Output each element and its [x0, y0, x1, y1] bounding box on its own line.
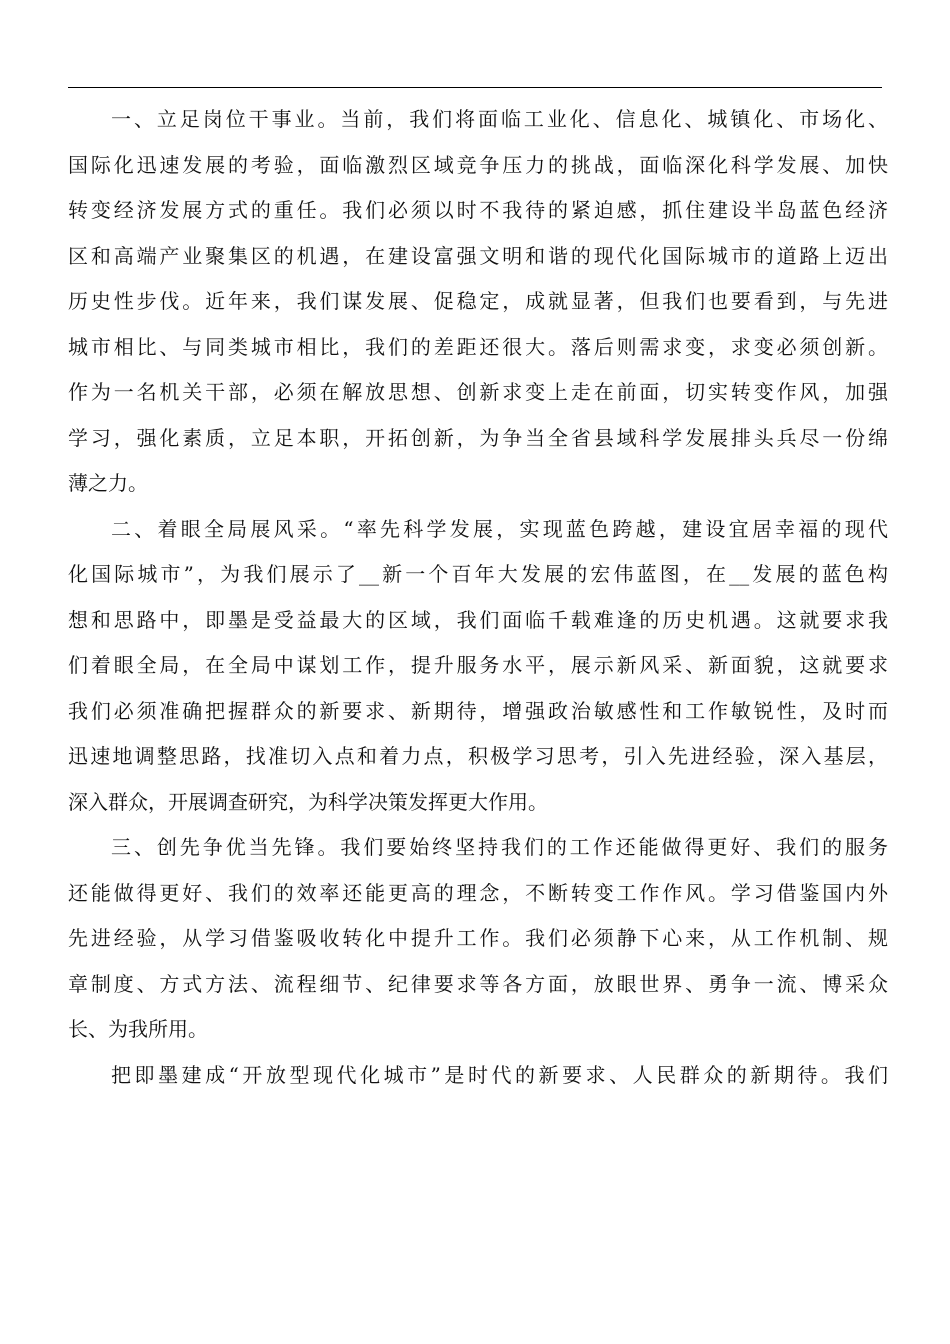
- paragraph-line: 还能做得更好、我们的效率还能更高的理念，不断转变工作作风。学习借鉴国内外: [68, 880, 888, 905]
- paragraph-line: 章制度、方式方法、流程细节、纪律要求等各方面，放眼世界、勇争一流、博采众: [68, 971, 888, 996]
- paragraph-line: 先进经验，从学习借鉴吸收转化中提升工作。我们必须静下心来，从工作机制、规: [68, 926, 888, 950]
- paragraph-line: 三、创先争优当先锋。我们要始终坚持我们的工作还能做得更好、我们的服务: [111, 835, 888, 859]
- paragraph-line: 作为一名机关干部，必须在解放思想、创新求变上走在前面，切实转变作风，加强: [68, 380, 888, 404]
- header-rule: [68, 87, 882, 88]
- paragraph-line: 想和思路中，即墨是受益最大的区域，我们面临千载难逢的历史机遇。这就要求我: [68, 607, 888, 632]
- paragraph-1: [68, 97, 888, 507]
- paragraph-line: 国际化迅速发展的考验，面临激烈区域竞争压力的挑战，面临深化科学发展、加快: [68, 152, 888, 177]
- paragraph-line: 我们必须准确把握群众的新要求、新期待，增强政治敏感性和工作敏锐性，及时而: [68, 698, 888, 723]
- paragraph-3: [68, 825, 888, 1053]
- paragraph-line: 历史性步伐。近年来，我们谋发展、促稳定，成就显著，但我们也要看到，与先进: [68, 289, 888, 313]
- paragraph-2: [68, 507, 888, 826]
- paragraph-line: 区和高端产业聚集区的机遇，在建设富强文明和谐的现代化国际城市的道路上迈出: [68, 243, 888, 268]
- paragraph-line: 们着眼全局，在全局中谋划工作，提升服务水平，展示新风采、新面貌，这就要求: [68, 653, 888, 677]
- paragraph-4: [68, 1053, 888, 1099]
- paragraph-line: 深入群众，开展调查研究，为科学决策发挥更大作用。: [68, 789, 548, 814]
- paragraph-line: 薄之力。: [68, 471, 148, 495]
- paragraph-line: 二、着眼全局展风采。“率先科学发展，实现蓝色跨越，建设宜居幸福的现代: [111, 516, 888, 541]
- paragraph-line: 迅速地调整思路，找准切入点和着力点，积极学习思考，引入先进经验，深入基层，: [68, 744, 888, 768]
- paragraph-line: 长、为我所用。: [68, 1017, 208, 1041]
- paragraph-line: 化国际城市”，为我们展示了__新一个百年大发展的宏伟蓝图，在__发展的蓝色构: [68, 562, 888, 586]
- paragraph-line: 转变经济发展方式的重任。我们必须以时不我待的紧迫感，抓住建设半岛蓝色经济: [68, 198, 888, 222]
- paragraph-line: 学习，强化素质，立足本职，开拓创新，为争当全省县域科学发展排头兵尽一份绵: [68, 425, 888, 450]
- paragraph-line: 把即墨建成“开放型现代化城市”是时代的新要求、人民群众的新期待。我们: [111, 1062, 888, 1087]
- paragraph-line: 城市相比、与同类城市相比，我们的差距还很大。落后则需求变，求变必须创新。: [68, 334, 888, 359]
- document-body: [68, 97, 888, 1098]
- paragraph-line: 一、立足岗位干事业。当前，我们将面临工业化、信息化、城镇化、市场化、: [111, 107, 888, 131]
